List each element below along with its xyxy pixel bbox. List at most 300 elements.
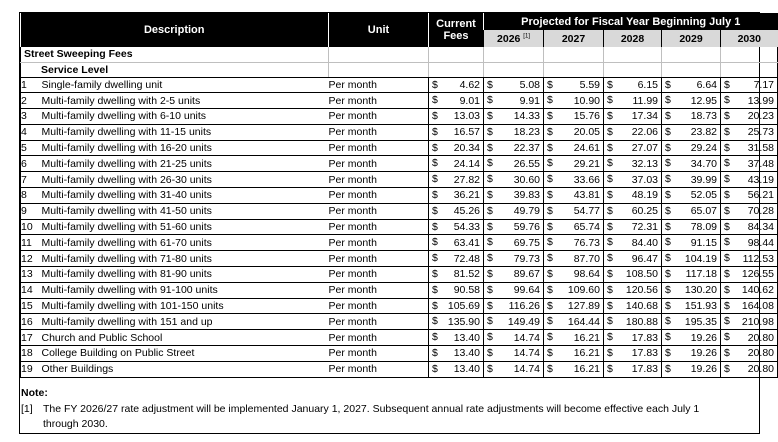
fee-value: 6.15 <box>637 78 658 91</box>
currency-symbol: $ <box>547 173 553 186</box>
fee-cell <box>662 156 721 172</box>
fee-value: 24.14 <box>453 157 480 170</box>
row-unit: Per month <box>329 330 429 346</box>
fee-value: 13.99 <box>747 94 774 107</box>
fee-value: 17.83 <box>631 363 658 376</box>
fee-cell <box>662 346 721 362</box>
fee-value: 117.18 <box>685 268 717 281</box>
fee-cell <box>544 172 604 188</box>
currency-symbol: $ <box>487 173 493 186</box>
fee-cell <box>429 282 484 298</box>
currency-symbol: $ <box>547 331 553 344</box>
currency-symbol: $ <box>607 189 613 202</box>
currency-symbol: $ <box>547 220 553 233</box>
fee-cell <box>662 282 721 298</box>
fee-value: 9.01 <box>459 94 480 107</box>
fee-cell <box>604 140 662 156</box>
fee-value: 60.25 <box>631 205 658 218</box>
fee-value: 19.26 <box>690 347 717 360</box>
fee-cell <box>662 140 721 156</box>
fee-cell <box>604 109 662 125</box>
currency-symbol: $ <box>487 94 493 107</box>
currency-symbol: $ <box>432 252 438 265</box>
fee-value: 17.34 <box>631 110 658 123</box>
fee-cell <box>604 298 662 314</box>
fee-value: 195.35 <box>684 315 717 328</box>
currency-symbol: $ <box>547 347 553 360</box>
fee-cell <box>662 235 721 251</box>
fee-value: 15.76 <box>573 110 600 123</box>
currency-symbol: $ <box>487 299 493 312</box>
currency-symbol: $ <box>665 141 671 154</box>
currency-symbol: $ <box>724 362 730 375</box>
currency-symbol: $ <box>665 94 671 107</box>
currency-symbol: $ <box>724 315 730 328</box>
fee-cell <box>484 93 544 109</box>
row-description: Multi-family dwelling with 6-10 units <box>42 109 329 125</box>
fee-value: 54.77 <box>573 205 600 218</box>
fee-cell <box>662 251 721 267</box>
fee-cell <box>604 235 662 251</box>
currency-symbol: $ <box>665 204 671 217</box>
row-unit: Per month <box>329 361 429 377</box>
fee-cell <box>484 219 544 235</box>
fee-cell <box>604 267 662 283</box>
currency-symbol: $ <box>724 283 730 296</box>
fee-cell <box>429 109 484 125</box>
currency-symbol: $ <box>724 173 730 186</box>
note-text-line1: The FY 2026/27 rate adjustment will be implemented January 1, 2027. Subsequent annual rate adjustments will become effective each July 1 <box>43 403 700 415</box>
fee-cell <box>544 93 604 109</box>
currency-symbol: $ <box>432 94 438 107</box>
currency-symbol: $ <box>665 189 671 202</box>
currency-symbol: $ <box>607 173 613 186</box>
fee-cell <box>484 203 544 219</box>
currency-symbol: $ <box>607 141 613 154</box>
currency-symbol: $ <box>487 220 493 233</box>
fee-cell <box>721 330 778 346</box>
currency-symbol: $ <box>665 283 671 296</box>
fee-value: 20.80 <box>747 363 774 376</box>
row-description: Multi-family dwelling with 41-50 units <box>42 203 329 219</box>
fee-value: 90.58 <box>453 284 480 297</box>
fee-cell <box>544 203 604 219</box>
currency-symbol: $ <box>724 331 730 344</box>
fee-value: 37.48 <box>747 157 774 170</box>
fee-cell <box>721 156 778 172</box>
fee-value: 18.23 <box>513 126 540 139</box>
currency-symbol: $ <box>432 189 438 202</box>
currency-symbol: $ <box>607 157 613 170</box>
currency-symbol: $ <box>607 125 613 138</box>
fee-value: 108.50 <box>625 268 658 281</box>
fee-cell <box>429 188 484 204</box>
fee-cell <box>544 282 604 298</box>
table-row <box>21 314 778 330</box>
fee-cell <box>604 314 662 330</box>
currency-symbol: $ <box>724 347 730 360</box>
currency-symbol: $ <box>487 110 493 123</box>
fee-cell <box>544 109 604 125</box>
row-unit: Per month <box>329 203 429 219</box>
currency-symbol: $ <box>487 125 493 138</box>
currency-symbol: $ <box>607 299 613 312</box>
fee-value: 32.13 <box>631 157 658 170</box>
fee-cell <box>484 188 544 204</box>
fee-cell <box>721 203 778 219</box>
currency-symbol: $ <box>547 110 553 123</box>
fee-cell <box>604 330 662 346</box>
fee-value: 45.26 <box>453 205 480 218</box>
fee-value: 164.44 <box>567 315 600 328</box>
fee-value: 164.08 <box>741 300 774 313</box>
fee-cell <box>484 172 544 188</box>
fee-value: 48.19 <box>631 189 658 202</box>
fee-value: 10.90 <box>573 94 600 107</box>
currency-symbol: $ <box>665 125 671 138</box>
currency-symbol: $ <box>547 299 553 312</box>
table-row <box>21 140 778 156</box>
currency-symbol: $ <box>487 236 493 249</box>
fee-cell <box>662 361 721 377</box>
fee-value: 91.15 <box>690 236 717 249</box>
fee-value: 5.08 <box>519 78 540 91</box>
fee-value: 33.66 <box>573 173 600 186</box>
fee-cell <box>484 361 544 377</box>
currency-symbol: $ <box>724 141 730 154</box>
fee-cell <box>484 77 544 93</box>
fee-cell <box>429 251 484 267</box>
fee-value: 49.79 <box>513 205 540 218</box>
row-unit: Per month <box>329 109 429 125</box>
currency-symbol: $ <box>607 268 613 281</box>
fee-cell <box>721 235 778 251</box>
currency-symbol: $ <box>432 331 438 344</box>
table-row <box>21 298 778 314</box>
year-header-2026: 2026 [1] <box>484 30 544 47</box>
table-row <box>21 267 778 283</box>
fee-value: 34.70 <box>690 157 717 170</box>
currency-symbol: $ <box>547 362 553 375</box>
row-unit: Per month <box>329 314 429 330</box>
currency-symbol: $ <box>607 347 613 360</box>
currency-symbol: $ <box>665 78 671 91</box>
fee-value: 18.73 <box>690 110 717 123</box>
fee-cell <box>721 188 778 204</box>
table-row <box>21 77 778 93</box>
fee-cell <box>544 314 604 330</box>
currency-symbol: $ <box>724 157 730 170</box>
currency-symbol: $ <box>432 141 438 154</box>
fee-cell <box>429 77 484 93</box>
row-number: 18 <box>21 346 42 362</box>
row-description: Multi-family dwelling with 21-25 units <box>42 156 329 172</box>
fee-value: 130.20 <box>684 284 717 297</box>
note-marker: [1] <box>21 403 33 415</box>
fee-cell <box>721 124 778 140</box>
fee-value: 76.73 <box>573 236 600 249</box>
fee-cell <box>721 93 778 109</box>
fee-cell <box>544 330 604 346</box>
fee-cell <box>604 172 662 188</box>
currency-symbol: $ <box>724 299 730 312</box>
table-row <box>21 282 778 298</box>
fee-value: 210.98 <box>741 315 774 328</box>
currency-symbol: $ <box>487 189 493 202</box>
fee-cell <box>662 93 721 109</box>
fee-value: 19.26 <box>690 331 717 344</box>
currency-symbol: $ <box>607 283 613 296</box>
fee-cell <box>544 219 604 235</box>
fee-value: 20.05 <box>573 126 600 139</box>
fee-cell <box>429 172 484 188</box>
fee-value: 56.21 <box>747 189 774 202</box>
currency-symbol: $ <box>724 110 730 123</box>
currency-symbol: $ <box>607 94 613 107</box>
row-unit: Per month <box>329 188 429 204</box>
row-number: 12 <box>21 251 42 267</box>
fee-cell <box>544 156 604 172</box>
fee-cell <box>662 172 721 188</box>
fee-cell <box>484 109 544 125</box>
table-row <box>21 109 778 125</box>
fee-cell <box>662 188 721 204</box>
table-row <box>21 330 778 346</box>
fee-cell <box>721 314 778 330</box>
fee-cell <box>721 172 778 188</box>
fee-cell <box>604 219 662 235</box>
fee-value: 7.17 <box>753 78 774 91</box>
currency-symbol: $ <box>607 362 613 375</box>
fee-cell <box>604 203 662 219</box>
subsection-title: Service Level <box>21 62 329 77</box>
fee-value: 59.76 <box>513 221 540 234</box>
fee-cell <box>544 267 604 283</box>
fee-value: 140.68 <box>625 300 658 313</box>
fee-cell <box>662 298 721 314</box>
row-unit: Per month <box>329 140 429 156</box>
row-unit: Per month <box>329 124 429 140</box>
fee-cell <box>429 235 484 251</box>
currency-symbol: $ <box>724 125 730 138</box>
fee-cell <box>721 282 778 298</box>
row-number: 19 <box>21 361 42 377</box>
fee-cell <box>662 267 721 283</box>
fee-cell <box>484 156 544 172</box>
fee-cell <box>484 124 544 140</box>
fee-cell <box>721 140 778 156</box>
fee-value: 27.82 <box>453 173 480 186</box>
currency-symbol: $ <box>487 331 493 344</box>
table-row <box>21 235 778 251</box>
row-description: Multi-family dwelling with 31-40 units <box>42 188 329 204</box>
table-row <box>21 251 778 267</box>
currency-symbol: $ <box>665 347 671 360</box>
currency-symbol: $ <box>547 141 553 154</box>
currency-symbol: $ <box>487 268 493 281</box>
fee-value: 126.55 <box>741 268 774 281</box>
fee-value: 14.74 <box>513 347 540 360</box>
currency-symbol: $ <box>665 252 671 265</box>
currency-symbol: $ <box>432 268 438 281</box>
fee-cell <box>429 267 484 283</box>
fee-cell <box>604 282 662 298</box>
currency-symbol: $ <box>665 173 671 186</box>
current-fees-header-line2: Fees <box>429 30 484 47</box>
fee-value: 99.64 <box>513 284 540 297</box>
row-number: 17 <box>21 330 42 346</box>
row-number: 7 <box>21 172 42 188</box>
fee-cell <box>484 314 544 330</box>
row-description: Multi-family dwelling with 26-30 units <box>42 172 329 188</box>
fee-value: 96.47 <box>631 252 658 265</box>
row-description: Other Buildings <box>42 361 329 377</box>
fee-cell <box>721 361 778 377</box>
row-description: Multi-family dwelling with 2-5 units <box>42 93 329 109</box>
fee-cell <box>429 156 484 172</box>
table-row <box>21 156 778 172</box>
fee-value: 16.57 <box>453 126 480 139</box>
fee-value: 13.40 <box>453 363 480 376</box>
row-description: Church and Public School <box>42 330 329 346</box>
currency-symbol: $ <box>432 204 438 217</box>
fee-value: 4.62 <box>459 78 480 91</box>
table-row <box>21 219 778 235</box>
fee-cell <box>544 188 604 204</box>
fee-cell <box>721 219 778 235</box>
fee-cell <box>429 93 484 109</box>
row-unit: Per month <box>329 282 429 298</box>
row-unit: Per month <box>329 172 429 188</box>
currency-symbol: $ <box>547 236 553 249</box>
row-description: Multi-family dwelling with 16-20 units <box>42 140 329 156</box>
currency-symbol: $ <box>665 299 671 312</box>
fee-value: 87.70 <box>573 252 600 265</box>
fee-cell <box>484 346 544 362</box>
fee-value: 120.56 <box>625 284 658 297</box>
fee-cell <box>484 235 544 251</box>
currency-symbol: $ <box>547 125 553 138</box>
fee-cell <box>662 109 721 125</box>
fee-value: 11.99 <box>632 94 658 107</box>
fee-cell <box>544 361 604 377</box>
currency-symbol: $ <box>432 347 438 360</box>
fee-value: 116.26 <box>508 300 540 313</box>
fee-value: 13.03 <box>453 110 480 123</box>
fee-cell <box>721 109 778 125</box>
fee-value: 151.93 <box>684 300 717 313</box>
currency-symbol: $ <box>665 362 671 375</box>
description-header: Description <box>21 13 329 47</box>
fee-value: 105.69 <box>447 300 480 313</box>
currency-symbol: $ <box>665 157 671 170</box>
currency-symbol: $ <box>724 268 730 281</box>
row-description: Multi-family dwelling with 151 and up <box>42 314 329 330</box>
fee-value: 9.91 <box>519 94 540 107</box>
currency-symbol: $ <box>487 362 493 375</box>
fee-value: 30.60 <box>513 173 540 186</box>
note-text-line2: through 2030. <box>43 418 108 430</box>
row-unit: Per month <box>329 156 429 172</box>
currency-symbol: $ <box>547 189 553 202</box>
fee-cell <box>604 124 662 140</box>
fee-cell <box>604 93 662 109</box>
currency-symbol: $ <box>487 252 493 265</box>
fee-value: 43.81 <box>573 189 600 202</box>
fee-value: 52.05 <box>690 189 717 202</box>
row-description: Multi-family dwelling with 71-80 units <box>42 251 329 267</box>
fee-cell <box>544 298 604 314</box>
row-unit: Per month <box>329 93 429 109</box>
fee-value: 70.28 <box>747 205 774 218</box>
fee-value: 16.21 <box>573 363 600 376</box>
fee-value: 20.23 <box>747 110 774 123</box>
fee-value: 31.58 <box>747 142 774 155</box>
currency-symbol: $ <box>487 141 493 154</box>
currency-symbol: $ <box>607 252 613 265</box>
table-row <box>21 203 778 219</box>
table-row <box>21 361 778 377</box>
currency-symbol: $ <box>547 157 553 170</box>
fee-cell <box>484 330 544 346</box>
fee-value: 16.21 <box>573 331 600 344</box>
fee-value: 54.33 <box>453 221 480 234</box>
fee-cell <box>484 298 544 314</box>
fee-value: 78.09 <box>690 221 717 234</box>
currency-symbol: $ <box>547 268 553 281</box>
fee-cell <box>604 156 662 172</box>
currency-symbol: $ <box>432 173 438 186</box>
row-description: Multi-family dwelling with 91-100 units <box>42 282 329 298</box>
currency-symbol: $ <box>547 315 553 328</box>
row-number: 14 <box>21 282 42 298</box>
fee-cell <box>429 330 484 346</box>
row-number: 10 <box>21 219 42 235</box>
currency-symbol: $ <box>665 220 671 233</box>
currency-symbol: $ <box>724 94 730 107</box>
fee-cell <box>429 124 484 140</box>
currency-symbol: $ <box>724 252 730 265</box>
currency-symbol: $ <box>724 78 730 91</box>
fee-value: 39.83 <box>513 189 540 202</box>
currency-symbol: $ <box>547 204 553 217</box>
row-description: Multi-family dwelling with 61-70 units <box>42 235 329 251</box>
currency-symbol: $ <box>607 236 613 249</box>
row-number: 11 <box>21 235 42 251</box>
table-row <box>21 346 778 362</box>
currency-symbol: $ <box>724 189 730 202</box>
fee-value: 22.37 <box>513 142 540 155</box>
fee-cell <box>544 77 604 93</box>
fee-value: 26.55 <box>513 157 540 170</box>
fee-value: 37.03 <box>631 173 658 186</box>
fee-value: 25.73 <box>747 126 774 139</box>
row-number: 4 <box>21 124 42 140</box>
fee-value: 109.60 <box>567 284 600 297</box>
row-unit: Per month <box>329 267 429 283</box>
fee-value: 43.19 <box>747 173 774 186</box>
fee-value: 69.75 <box>513 236 540 249</box>
currency-symbol: $ <box>665 110 671 123</box>
fee-cell <box>721 346 778 362</box>
street-sweeping-fee-table <box>20 13 778 378</box>
currency-symbol: $ <box>432 110 438 123</box>
section-title: Street Sweeping Fees <box>21 47 329 62</box>
fee-value: 98.64 <box>573 268 600 281</box>
table-row <box>21 172 778 188</box>
fee-cell <box>662 314 721 330</box>
fee-value: 89.67 <box>513 268 540 281</box>
